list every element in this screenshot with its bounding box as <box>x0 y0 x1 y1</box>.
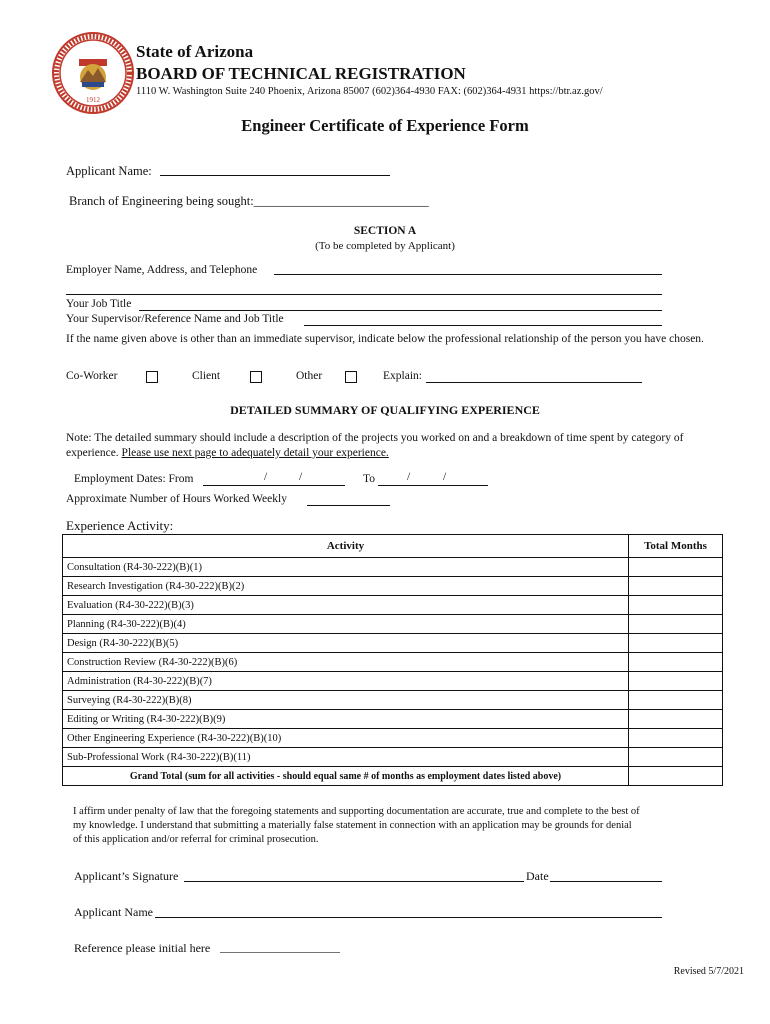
board-address: 1110 W. Washington Suite 240 Phoenix, Arizona 85007 (602)364-4930 FAX: (602)364-4931 https://btr.az.gov/ <box>136 86 603 97</box>
total-months-cell[interactable] <box>629 710 723 729</box>
reference-initial-field[interactable]: ____________________ <box>220 940 340 954</box>
applicant-name-sign-label: Applicant Name <box>74 905 153 919</box>
activity-cell: Consultation (R4-30-222)(B)(1) <box>63 558 629 577</box>
table-row <box>63 596 723 615</box>
total-months-cell[interactable] <box>629 653 723 672</box>
coworker-checkbox[interactable] <box>146 371 158 383</box>
job-title-label: Your Job Title <box>66 298 132 310</box>
state-name: State of Arizona <box>136 42 254 61</box>
activity-cell: Evaluation (R4-30-222)(B)(3) <box>63 596 629 615</box>
date-field[interactable] <box>550 881 662 882</box>
affirmation-text: I affirm under penalty of law that the foregoing statements and supporting documentation are accurate, true and complete to the best of my knowledge. I understand that submitting a materially false statement in connection with an application may be grounds for denial of this application and/or referral for criminal prosecution. <box>73 806 640 845</box>
total-months-cell[interactable] <box>629 748 723 767</box>
employment-from-label: Employment Dates: From <box>74 473 194 485</box>
signature-field[interactable] <box>184 881 524 882</box>
activity-cell: Administration (R4-30-222)(B)(7) <box>63 672 629 691</box>
table-row <box>63 615 723 634</box>
employer-field[interactable] <box>274 274 662 275</box>
table-row <box>63 672 723 691</box>
hours-label: Approximate Number of Hours Worked Weekly <box>66 493 287 505</box>
signature-label: Applicant’s Signature <box>74 869 179 883</box>
client-checkbox[interactable] <box>250 371 262 383</box>
option-other-label: Other <box>296 370 323 382</box>
experience-activity-table <box>62 534 723 786</box>
summary-title: DETAILED SUMMARY OF QUALIFYING EXPERIENCE <box>230 403 540 417</box>
employer-field-line2[interactable] <box>66 294 662 295</box>
arizona-seal-logo <box>52 32 134 114</box>
table-row <box>63 577 723 596</box>
applicant-name-sign-field[interactable] <box>155 917 662 918</box>
activity-column-header: Activity <box>63 535 629 558</box>
employment-to-field[interactable] <box>378 485 488 486</box>
relationship-note: If the name given above is other than an immediate supervisor, indicate below the professional relationship of the person you have chosen. <box>66 333 704 345</box>
employer-label: Employer Name, Address, and Telephone <box>66 264 258 276</box>
total-months-cell[interactable] <box>629 558 723 577</box>
supervisor-label: Your Supervisor/Reference Name and Job Title <box>66 313 284 325</box>
table-row <box>63 653 723 672</box>
section-a-subtitle: (To be completed by Applicant) <box>315 240 455 252</box>
revised-date: Revised 5/7/2021 <box>673 966 744 977</box>
grand-total-label: Grand Total (sum for all activities - should equal same # of months as employment dates listed above) <box>63 767 629 786</box>
grand-total-row <box>63 767 723 786</box>
job-title-field[interactable] <box>139 310 662 311</box>
employment-to-label: To <box>363 473 375 485</box>
option-coworker-label: Co-Worker <box>66 370 118 382</box>
activity-cell: Sub-Professional Work (R4-30-222)(B)(11) <box>63 748 629 767</box>
reference-initial-label: Reference please initial here <box>74 941 211 955</box>
branch-label: Branch of Engineering being sought:____________________________ <box>69 194 429 208</box>
applicant-name-field[interactable] <box>160 175 390 176</box>
total-months-cell[interactable] <box>629 596 723 615</box>
activity-cell: Design (R4-30-222)(B)(5) <box>63 634 629 653</box>
svg-text:1912: 1912 <box>86 96 100 104</box>
supervisor-field[interactable] <box>304 325 662 326</box>
summary-note: Note: The detailed summary should include a description of the projects you worked on and a breakdown of time spent by category of experience. Please use next page to adequately detail your experience. <box>66 432 684 459</box>
explain-label: Explain: <box>383 370 422 382</box>
option-client-label: Client <box>192 370 221 382</box>
table-row <box>63 558 723 577</box>
explain-field[interactable] <box>426 382 642 383</box>
other-checkbox[interactable] <box>345 371 357 383</box>
section-a-title: SECTION A <box>353 225 417 237</box>
branch-field[interactable]: ____________________________ <box>253 194 429 208</box>
table-row <box>63 748 723 767</box>
table-row <box>63 710 723 729</box>
grand-total-cell[interactable] <box>629 767 723 786</box>
activity-cell: Construction Review (R4-30-222)(B)(6) <box>63 653 629 672</box>
activity-cell: Editing or Writing (R4-30-222)(B)(9) <box>63 710 629 729</box>
total-months-cell[interactable] <box>629 691 723 710</box>
table-row <box>63 691 723 710</box>
table-row <box>63 729 723 748</box>
date-label: Date <box>526 869 549 883</box>
activity-cell: Surveying (R4-30-222)(B)(8) <box>63 691 629 710</box>
experience-activity-label: Experience Activity: <box>66 518 174 533</box>
total-months-cell[interactable] <box>629 615 723 634</box>
hours-field[interactable] <box>307 505 390 506</box>
total-months-cell[interactable] <box>629 634 723 653</box>
form-title: Engineer Certificate of Experience Form <box>241 116 529 135</box>
total-months-cell[interactable] <box>629 577 723 596</box>
activity-cell: Other Engineering Experience (R4-30-222)(B)(10) <box>63 729 629 748</box>
employment-from-field[interactable] <box>203 485 345 486</box>
board-name: BOARD OF TECHNICAL REGISTRATION <box>136 64 466 83</box>
activity-cell: Research Investigation (R4-30-222)(B)(2) <box>63 577 629 596</box>
applicant-name-label: Applicant Name: <box>66 164 152 178</box>
total-months-cell[interactable] <box>629 729 723 748</box>
activity-cell: Planning (R4-30-222)(B)(4) <box>63 615 629 634</box>
total-months-column-header: Total Months <box>629 535 723 558</box>
table-row <box>63 634 723 653</box>
total-months-cell[interactable] <box>629 672 723 691</box>
